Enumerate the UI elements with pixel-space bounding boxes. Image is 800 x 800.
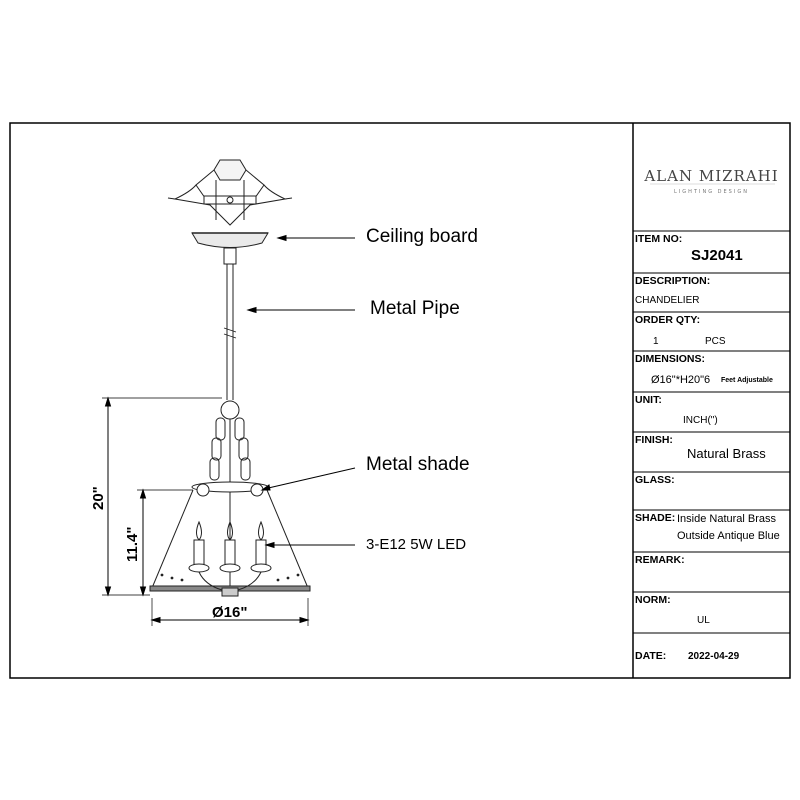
row-finish <box>633 432 790 472</box>
dimension-height-shade: 11.4" <box>124 526 141 562</box>
date-value: 2022-04-29 <box>688 651 740 662</box>
callout-metal-shade: Metal shade <box>366 454 470 475</box>
description-label: DESCRIPTION: <box>635 275 711 287</box>
remark-label: REMARK: <box>635 554 685 566</box>
glass-label: GLASS: <box>635 474 675 486</box>
item-no-value: SJ2041 <box>691 247 743 264</box>
shade-inside-value: Inside Natural Brass <box>677 513 777 525</box>
leader-lines <box>248 236 355 548</box>
brand-subtitle: LIGHTING DESIGN <box>674 189 749 195</box>
callout-metal-pipe: Metal Pipe <box>370 298 460 319</box>
metal-pipe <box>224 248 236 400</box>
order-qty-value: 1 <box>653 336 659 347</box>
row-glass <box>633 472 790 510</box>
item-no-label: ITEM NO: <box>635 233 683 245</box>
row-date <box>633 633 790 678</box>
finish-label: FINISH: <box>635 434 673 446</box>
row-item-no <box>633 231 790 273</box>
brand-logo <box>633 123 790 231</box>
row-norm <box>633 592 790 633</box>
dimension-height-total: 20" <box>90 486 107 510</box>
row-unit <box>633 392 790 432</box>
title-block <box>633 123 790 678</box>
brand-name: ALAN MIZRAHI <box>644 167 779 185</box>
callout-ceiling-board: Ceiling board <box>366 226 478 247</box>
unit-value: INCH(") <box>683 415 718 426</box>
norm-value: UL <box>697 615 710 626</box>
callout-led: 3-E12 5W LED <box>366 536 467 553</box>
dimensions-note: Feet Adjustable <box>721 377 773 384</box>
chandelier-drawing <box>150 160 310 596</box>
row-remark <box>633 552 790 592</box>
description-value: CHANDELIER <box>635 295 700 306</box>
row-order-qty <box>633 312 790 351</box>
dimensions-label: DIMENSIONS: <box>635 353 706 365</box>
row-dimensions <box>633 351 790 392</box>
dimension-lines <box>102 398 308 626</box>
finish-value: Natural Brass <box>687 446 766 461</box>
canopy-frame <box>168 160 292 225</box>
norm-label: NORM: <box>635 594 671 606</box>
date-label: DATE: <box>635 650 667 662</box>
order-qty-label: ORDER QTY: <box>635 314 701 326</box>
row-description <box>633 273 790 312</box>
ceiling-board <box>192 233 268 248</box>
dimensions-value: Ø16"*H20"6 <box>651 374 711 386</box>
order-qty-unit: PCS <box>705 336 726 347</box>
row-shade <box>633 510 790 552</box>
dimension-diameter: Ø16" <box>212 604 248 621</box>
unit-label: UNIT: <box>635 394 662 406</box>
shade-label: SHADE: <box>635 512 676 524</box>
shade-outside-value: Outside Antique Blue <box>677 530 780 542</box>
